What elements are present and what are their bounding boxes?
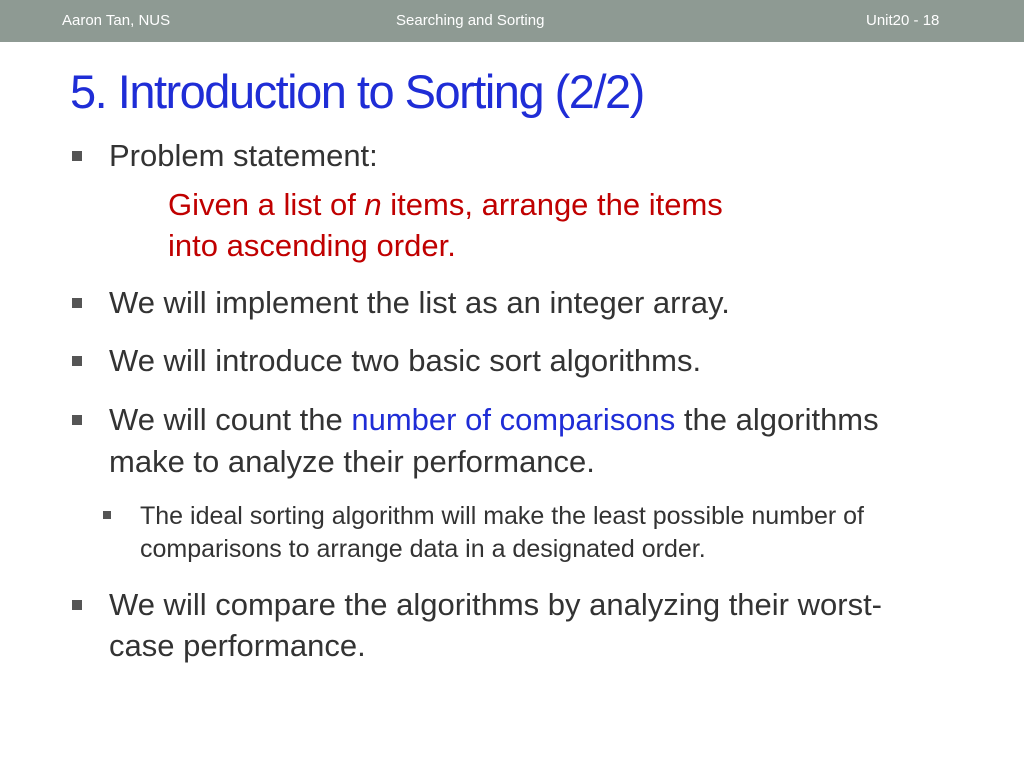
count-post: the algorithms xyxy=(675,402,879,437)
statement-post: items, arrange the items xyxy=(381,187,723,222)
bullet-marker xyxy=(72,356,82,366)
bullet-marker xyxy=(72,298,82,308)
header-topic: Searching and Sorting xyxy=(396,12,545,29)
statement-variable-n: n xyxy=(364,187,382,222)
sub-bullet-marker xyxy=(103,511,111,519)
slide-title: 5. Introduction to Sorting (2/2) xyxy=(70,65,644,118)
statement-pre: Given a list of xyxy=(168,187,365,222)
bullet-integer-array: We will implement the list as an integer array. xyxy=(109,285,730,320)
header-author: Aaron Tan, NUS xyxy=(62,12,171,29)
problem-statement-line-1 xyxy=(168,187,723,223)
bullet-marker xyxy=(72,415,82,425)
bullet-count-comparisons-line-1 xyxy=(109,402,879,438)
bullet-worst-case-line-1: We will compare the algorithms by analyzing their worst- xyxy=(109,587,883,622)
sub-bullet-ideal-line-1: The ideal sorting algorithm will make the least possible number of xyxy=(140,502,864,530)
number-of-comparisons-highlight: number of comparisons xyxy=(351,402,676,437)
bullet-two-algorithms: We will introduce two basic sort algorithms. xyxy=(109,343,702,378)
problem-statement-line-2: into ascending order. xyxy=(168,228,456,263)
bullet-worst-case-line-2: case performance. xyxy=(109,628,366,663)
count-pre: We will count the xyxy=(109,402,352,437)
sub-bullet-ideal-line-2: comparisons to arrange data in a designated order. xyxy=(140,535,706,563)
bullet-count-comparisons-line-2: make to analyze their performance. xyxy=(109,444,595,479)
slide-header-bar xyxy=(0,0,1024,42)
header-page-number: Unit20 - 18 xyxy=(866,12,940,29)
bullet-marker xyxy=(72,151,82,161)
bullet-problem-statement: Problem statement: xyxy=(109,138,378,173)
bullet-marker xyxy=(72,600,82,610)
